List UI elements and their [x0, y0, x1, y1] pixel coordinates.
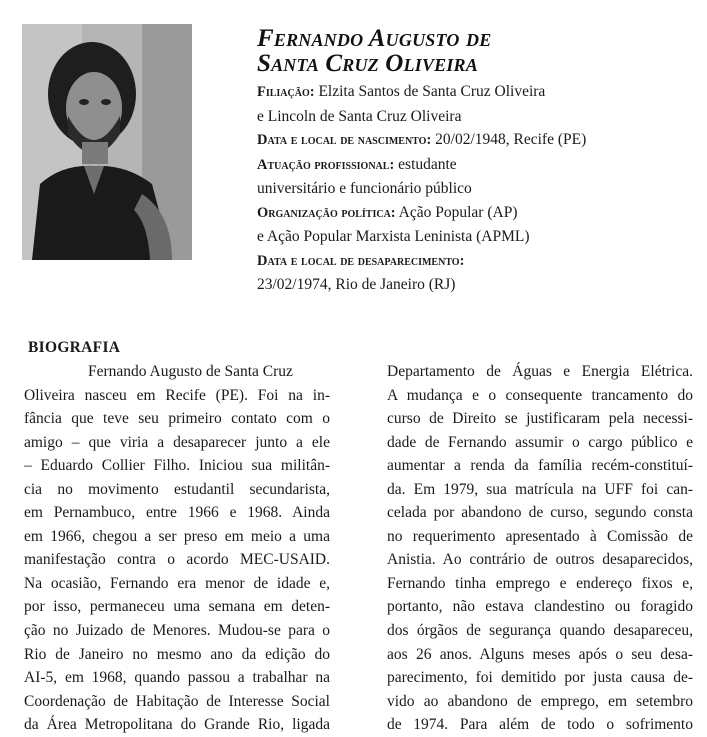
- filiacao-value-2: e Lincoln de Santa Cruz Oliveira: [257, 107, 462, 125]
- biography-line: de 1974. Para além de todo o sofrimento: [387, 716, 693, 734]
- desaparecimento-row: [257, 249, 677, 274]
- section-title-biografia: BIOGRAFIA: [28, 339, 121, 356]
- biography-line: A mudança e o consequente trancamento do: [387, 386, 693, 404]
- filiacao-row: [257, 80, 677, 105]
- atuacao-value-2: universitário e funcionário público: [257, 180, 472, 197]
- filiacao-value-1: Elzita Santos de Santa Cruz Oliveira: [318, 83, 546, 100]
- biography-line: manifestação contra o acordo MEC-USAID.: [24, 551, 330, 569]
- desaparecimento-label: Data e local de desaparecimento:: [257, 252, 465, 269]
- biography-line: Fernando Augusto de Santa Cruz: [88, 363, 293, 380]
- filiacao-label: Filiação:: [257, 84, 315, 100]
- portrait-photo: [22, 24, 192, 260]
- nascimento-row: [257, 128, 677, 153]
- atuacao-label: Atuação profissional:: [257, 156, 395, 173]
- portrait-photo-illustration: [22, 24, 192, 260]
- biography-line: em Pernambuco, entre 1966 e 1968. Ainda: [24, 504, 330, 522]
- biography-line: celada por abandono de curso, segundo consta: [387, 504, 693, 522]
- biography-line: Rio de Janeiro no mesmo ano da edição do: [24, 645, 330, 663]
- biography-line: Na ocasião, Fernando era menor de idade e,: [24, 574, 330, 592]
- nascimento-value: 20/02/1948, Recife (PE): [435, 131, 587, 148]
- biography-line: Anistia. Ao contrário de outros desaparecidos,: [387, 551, 693, 569]
- biography-line: dade de Fernando assumir o cargo público e: [387, 433, 693, 451]
- atuacao-row: [257, 153, 677, 178]
- organizacao-value-1: Ação Popular (AP): [398, 203, 518, 221]
- biography-line: cia no movimento estudantil secundarista,: [24, 480, 330, 498]
- biography-line: fância que teve seu primeiro contato com o: [24, 410, 330, 428]
- biography-column-left: [24, 360, 330, 737]
- biography-line: dos órgãos de segurança quando desapareceu,: [387, 622, 693, 640]
- biography-line: em 1966, chegou a ser preso em meio a uma: [24, 527, 330, 545]
- organizacao-label: Organização política:: [257, 204, 396, 221]
- person-name-line-1: Fernando Augusto de: [257, 25, 492, 52]
- organizacao-value-2: e Ação Popular Marxista Leninista (APML): [257, 228, 530, 245]
- personal-details: [257, 80, 677, 297]
- biography-line: Fernando tinha emprego e endereço fixos e,: [387, 574, 693, 592]
- biography-line: vido ao abandono de emprego, em setembro: [387, 692, 693, 710]
- biography-line: da. Em 1979, sua matrícula na UFF foi can-: [387, 480, 693, 498]
- person-name-line-2: Santa Cruz Oliveira: [257, 50, 478, 77]
- biography-line: por isso, permaneceu uma semana em deten-: [24, 598, 330, 616]
- atuacao-value-1: estudante: [398, 155, 457, 173]
- biography-column-right: [387, 360, 693, 737]
- biography-line: no requerimento apresentado à Comissão de: [387, 527, 693, 545]
- biography-line: da Área Metropolitana do Grande Rio, ligada: [24, 716, 330, 734]
- biography-line: aumentar a renda da família recém-constituí-: [387, 457, 693, 475]
- biography-line: AI-5, em 1968, quando passou a trabalhar na: [24, 669, 330, 687]
- biography-line: Coordenação de Habitação de Interesse Social: [24, 692, 330, 710]
- person-name: [257, 26, 677, 76]
- biography-line: aos 26 anos. Alguns meses após o seu desa-: [387, 645, 693, 663]
- desaparecimento-value: 23/02/1974, Rio de Janeiro (RJ): [257, 276, 456, 293]
- biography-line: Departamento de Águas e Energia Elétrica.: [387, 363, 693, 380]
- biography-line: amigo – que viria a desaparecer junto a ele: [24, 433, 330, 451]
- organizacao-row: [257, 201, 677, 226]
- biography-line: parecimento, foi demitido por justa causa de-: [387, 669, 693, 687]
- nascimento-label: Data e local de nascimento:: [257, 132, 432, 148]
- biography-line: Oliveira nasceu em Recife (PE). Foi na in-: [24, 386, 330, 404]
- header-block: [257, 26, 677, 297]
- biography-line: – Eduardo Collier Filho. Iniciou sua militân-: [24, 457, 330, 475]
- biography-line: curso de Direito se justificaram pela necessi-: [387, 410, 693, 428]
- biography-line: ção no Juizado de Menores. Mudou-se para o: [24, 622, 330, 640]
- biography-line: portanto, não estava clandestino ou foragido: [387, 598, 693, 616]
